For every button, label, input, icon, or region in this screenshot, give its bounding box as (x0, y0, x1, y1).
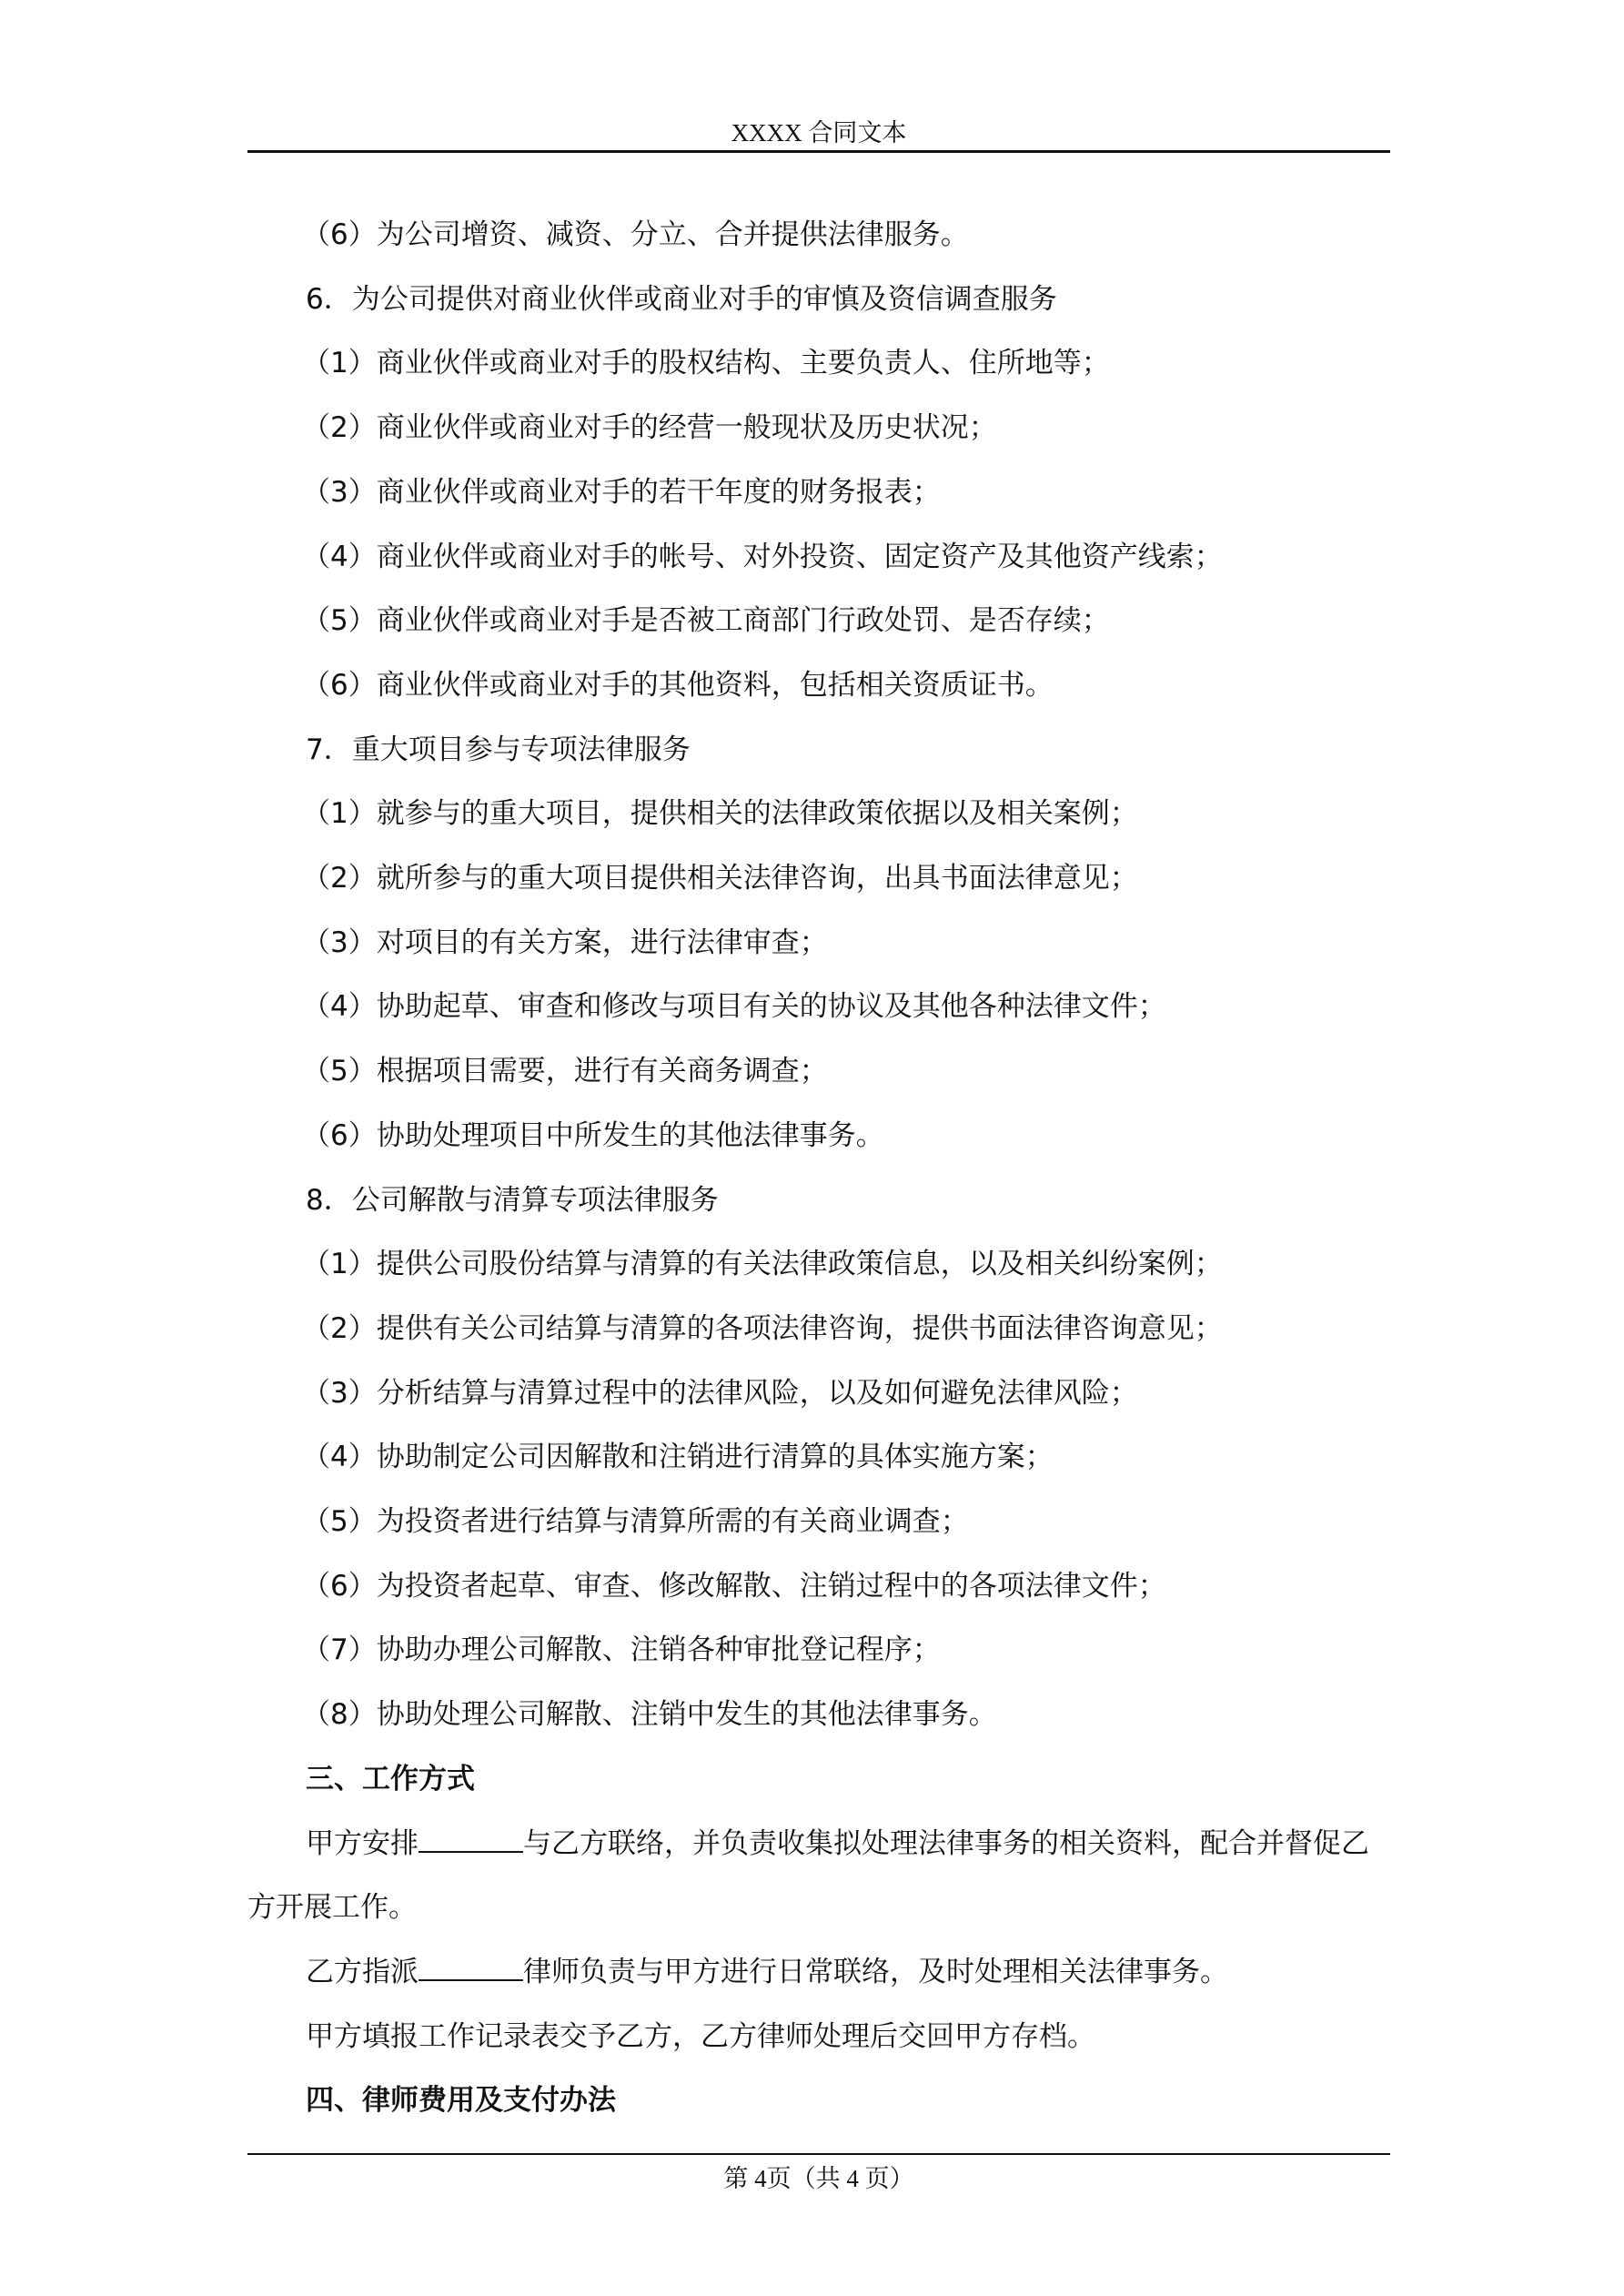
paragraph-1-start: 甲方安排 (306, 1826, 419, 1860)
list-item: （6）商业伙伴或商业对手的其他资料，包括相关资质证书。 (302, 668, 1054, 702)
list-item: （6）协助处理项目中所发生的其他法律事务。 (302, 1118, 884, 1152)
list-item: （5）根据项目需要，进行有关商务调查； (302, 1055, 828, 1088)
list-item: （1）就参与的重大项目，提供相关的法律政策依据以及相关案例； (302, 797, 1138, 831)
section-heading-4: 四、律师费用及支付办法 (306, 2084, 616, 2118)
blank-field[interactable] (419, 1959, 523, 1981)
list-item: （5）为投资者进行结算与清算所需的有关商业调查； (302, 1505, 969, 1539)
header-title: XXXX 合同文本 (731, 119, 907, 147)
list-item: （3）商业伙伴或商业对手的若干年度的财务报表； (302, 475, 941, 509)
paragraph-1-end: 与乙方联络，并负责收集拟处理法律事务的相关资料，配合并督促乙 (523, 1826, 1369, 1860)
list-item: （1）提供公司股份结算与清算的有关法律政策信息，以及相关纠纷案例； (302, 1248, 1223, 1281)
list-item: （6）为公司增资、减资、分立、合并提供法律服务。 (302, 218, 969, 251)
section-heading-3: 三、工作方式 (306, 1762, 475, 1795)
paragraph-1 (247, 1812, 1390, 1876)
document-body (247, 203, 1390, 2133)
list-item: （8）协助处理公司解散、注销中发生的其他法律事务。 (302, 1698, 997, 1732)
list-item: （2）就所参与的重大项目提供相关法律咨询，出具书面法律意见； (302, 862, 1138, 895)
paragraph-2-start: 乙方指派 (306, 1955, 419, 1988)
list-item: （1）商业伙伴或商业对手的股权结构、主要负责人、住所地等； (302, 347, 1110, 380)
page-number: 第 4页（共 4 页） (723, 2165, 914, 2192)
section-title: 6．为公司提供对商业伙伴或商业对手的审慎及资信调查服务 (306, 282, 1057, 316)
section-title: 8．公司解散与清算专项法律服务 (306, 1183, 719, 1217)
section-title: 7．重大项目参与专项法律服务 (306, 733, 691, 766)
list-item: （6）为投资者起草、审查、修改解散、注销过程中的各项法律文件； (302, 1569, 1166, 1603)
header-rule (247, 150, 1390, 153)
footer-rule (247, 2153, 1390, 2155)
paragraph-1-continued: 方开展工作。 (247, 1891, 417, 1925)
list-item: （2）提供有关公司结算与清算的各项法律咨询，提供书面法律咨询意见； (302, 1311, 1223, 1345)
blank-field[interactable] (419, 1831, 523, 1853)
list-item: （7）协助办理公司解散、注销各种审批登记程序； (302, 1633, 941, 1667)
paragraph-2-end: 律师负责与甲方进行日常联络，及时处理相关法律事务。 (523, 1955, 1228, 1988)
paragraph-3: 甲方填报工作记录表交予乙方，乙方律师处理后交回甲方存档。 (306, 2019, 1095, 2053)
list-item: （2）商业伙伴或商业对手的经营一般现状及历史状况； (302, 411, 997, 445)
paragraph-2 (247, 1940, 1390, 2005)
list-item: （4）商业伙伴或商业对手的帐号、对外投资、固定资产及其他资产线索； (302, 540, 1223, 573)
list-item: （4）协助起草、审查和修改与项目有关的协议及其他各种法律文件； (302, 990, 1166, 1024)
list-item: （3）对项目的有关方案，进行法律审查； (302, 925, 828, 959)
list-item: （3）分析结算与清算过程中的法律风险，以及如何避免法律风险； (302, 1376, 1138, 1410)
list-item: （5）商业伙伴或商业对手是否被工商部门行政处罚、是否存续； (302, 604, 1110, 638)
list-item: （4）协助制定公司因解散和注销进行清算的具体实施方案； (302, 1441, 1054, 1474)
